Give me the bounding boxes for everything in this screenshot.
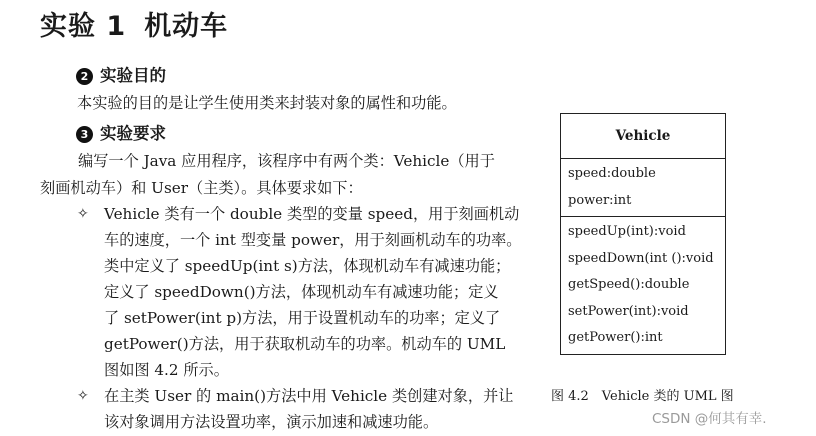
page-title [40,4,228,43]
uml-method: setPower(int):void [568,303,689,319]
intro-line: 编写一个 Java 应用程序，该程序中有两个类：Vehicle（用于 [78,152,495,170]
section-heading-purpose [76,62,166,86]
title-number: 实验 1 [40,11,127,42]
purpose-text: 本实验的目的是让学生使用类来封装对象的属性和功能。 [77,94,457,112]
uml-method: getPower():int [568,330,663,345]
section-marker: 3 [76,126,93,143]
uml-method: speedUp(int):void [568,224,686,239]
section-heading-requirements [76,120,166,144]
uml-class-diagram [560,113,726,355]
figure-caption: 图 4.2 Vehicle 类的 UML 图 [551,389,734,404]
uml-class-name: Vehicle [561,114,725,159]
uml-method: speedDown(int ():void [568,250,714,266]
intro-line: 刻画机动车）和 User（主类）。具体要求如下： [40,179,363,197]
bullet-line: Vehicle 类有一个 double 类型的变量 speed，用于刻画机动 [104,205,520,223]
uml-attributes [561,159,725,217]
section-marker: 2 [76,68,93,85]
bullet-diamond-icon: ✧ [77,206,89,222]
title-name: 机动车 [144,11,229,42]
uml-attribute: speed:double [568,166,656,181]
section-heading-text: 实验目的 [100,66,166,85]
bullet-line: 类中定义了 speedUp(int s)方法，体现机动车有减速功能； [104,257,511,275]
bullet-line: getPower()方法，用于获取机动车的功率。机动车的 UML [104,335,506,353]
bullet-line: 该对象调用方法设置功率，演示加速和减速功能。 [104,413,439,431]
uml-methods [561,217,725,354]
watermark: CSDN @何其有幸. [652,411,767,427]
uml-attribute: power:int [568,192,632,208]
bullet-line: 了 setPower(int p)方法，用于设置机动车的功率；定义了 [104,309,501,327]
uml-method: getSpeed():double [568,277,690,292]
bullet-line: 在主类 User 的 main()方法中用 Vehicle 类创建对象，并让 [104,387,514,405]
bullet-line: 车的速度，一个 int 型变量 power，用于刻画机动车的功率。 [104,231,522,249]
bullet-line: 图如图 4.2 所示。 [104,361,229,379]
bullet-diamond-icon: ✧ [77,388,89,404]
bullet-line: 定义了 speedDown()方法，体现机动车有减速功能；定义 [104,283,499,301]
section-heading-text: 实验要求 [100,124,166,143]
